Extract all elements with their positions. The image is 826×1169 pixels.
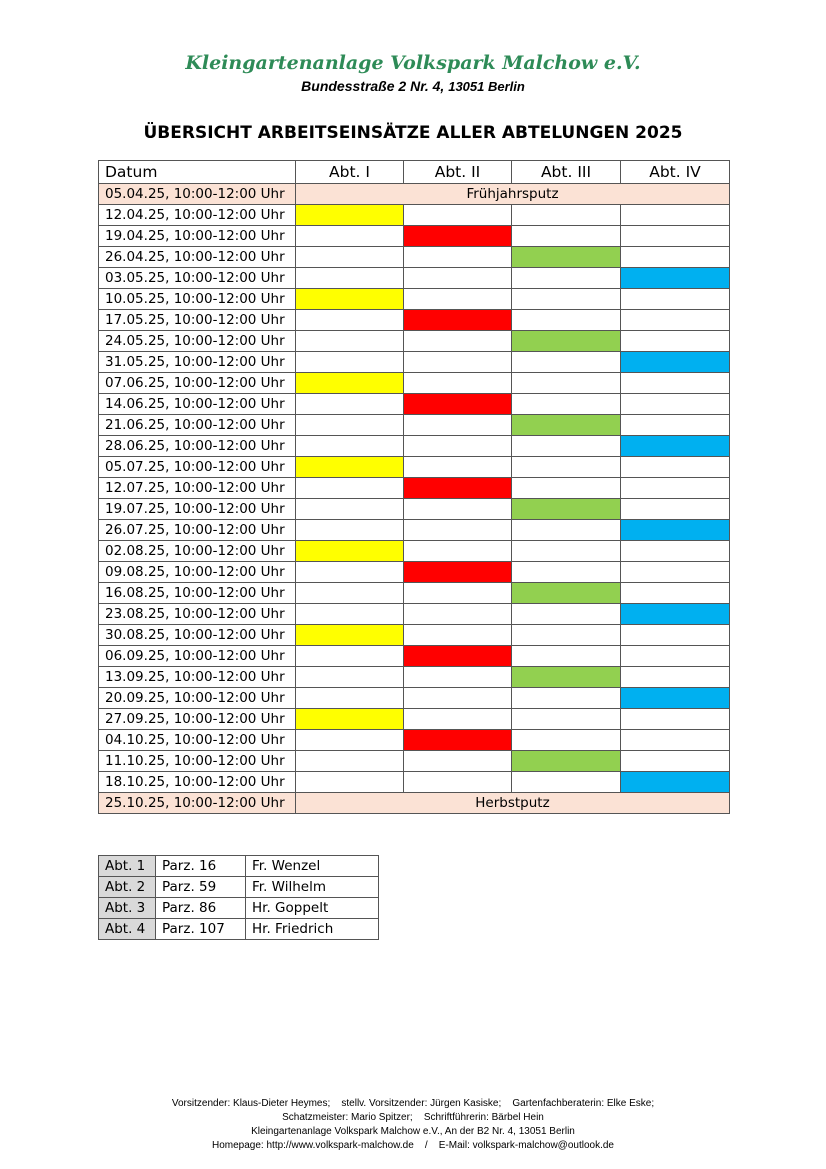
footer-line-1: Vorsitzender: Klaus-Dieter Heymes; stellv. Vorsitzender: Jürgen Kasiske; Gartenfachberaterin: Elke Eske; [171, 1098, 655, 1109]
assigned-abt-4-cell [621, 520, 730, 541]
schedule-body [99, 161, 730, 814]
empty-cell [621, 625, 730, 646]
assigned-abt-4-cell [621, 352, 730, 373]
empty-cell [404, 583, 512, 604]
table-row [99, 772, 730, 793]
assigned-abt-1-cell [296, 289, 404, 310]
assigned-abt-1-cell [296, 541, 404, 562]
assigned-abt-3-cell [512, 751, 621, 772]
empty-cell [404, 352, 512, 373]
event-label: Herbstputz [296, 793, 730, 814]
empty-cell [512, 268, 621, 289]
empty-cell [296, 331, 404, 352]
table-row [99, 226, 730, 247]
contact-name: Hr. Friedrich [246, 919, 379, 940]
empty-cell [512, 310, 621, 331]
table-row [99, 415, 730, 436]
empty-cell [512, 604, 621, 625]
empty-cell [296, 604, 404, 625]
date-cell: 10.05.25, 10:00-12:00 Uhr [99, 289, 296, 310]
assigned-abt-1-cell [296, 373, 404, 394]
empty-cell [296, 436, 404, 457]
table-row [99, 352, 730, 373]
empty-cell [621, 730, 730, 751]
empty-cell [404, 625, 512, 646]
empty-cell [296, 226, 404, 247]
empty-cell [404, 667, 512, 688]
date-cell: 11.10.25, 10:00-12:00 Uhr [99, 751, 296, 772]
event-row [99, 184, 730, 205]
table-row [99, 394, 730, 415]
empty-cell [512, 625, 621, 646]
assigned-abt-3-cell [512, 415, 621, 436]
assigned-abt-1-cell [296, 709, 404, 730]
empty-cell [404, 709, 512, 730]
date-cell: 26.07.25, 10:00-12:00 Uhr [99, 520, 296, 541]
address-street: Bundesstraße 2 Nr. 4, [301, 78, 445, 94]
table-row [99, 730, 730, 751]
date-cell: 26.04.25, 10:00-12:00 Uhr [99, 247, 296, 268]
table-row [99, 562, 730, 583]
date-cell: 17.05.25, 10:00-12:00 Uhr [99, 310, 296, 331]
table-row [99, 667, 730, 688]
col-header-abt-1: Abt. I [296, 161, 404, 184]
empty-cell [512, 289, 621, 310]
empty-cell [621, 247, 730, 268]
col-header-abt-4: Abt. IV [621, 161, 730, 184]
empty-cell [512, 646, 621, 667]
empty-cell [404, 331, 512, 352]
table-row [99, 604, 730, 625]
contact-abt: Abt. 3 [99, 898, 156, 919]
empty-cell [296, 247, 404, 268]
assigned-abt-3-cell [512, 247, 621, 268]
empty-cell [512, 394, 621, 415]
empty-cell [296, 562, 404, 583]
empty-cell [621, 541, 730, 562]
date-cell: 27.09.25, 10:00-12:00 Uhr [99, 709, 296, 730]
contacts-table [98, 855, 379, 940]
empty-cell [512, 436, 621, 457]
empty-cell [621, 499, 730, 520]
empty-cell [621, 562, 730, 583]
assigned-abt-3-cell [512, 583, 621, 604]
empty-cell [296, 310, 404, 331]
table-row [99, 709, 730, 730]
contact-row [99, 919, 379, 940]
contact-parz: Parz. 86 [156, 898, 246, 919]
empty-cell [296, 730, 404, 751]
col-header-abt-2: Abt. II [404, 161, 512, 184]
date-cell: 18.10.25, 10:00-12:00 Uhr [99, 772, 296, 793]
date-cell: 19.04.25, 10:00-12:00 Uhr [99, 226, 296, 247]
empty-cell [296, 520, 404, 541]
empty-cell [621, 289, 730, 310]
empty-cell [621, 646, 730, 667]
footer-line-3: Kleingartenanlage Volkspark Malchow e.V., An der B2 Nr. 4, 13051 Berlin [251, 1126, 575, 1137]
assigned-abt-3-cell [512, 331, 621, 352]
table-row [99, 583, 730, 604]
table-row [99, 205, 730, 226]
empty-cell [404, 751, 512, 772]
table-row [99, 688, 730, 709]
assigned-abt-2-cell [404, 478, 512, 499]
assigned-abt-1-cell [296, 457, 404, 478]
empty-cell [621, 709, 730, 730]
assigned-abt-2-cell [404, 730, 512, 751]
empty-cell [404, 289, 512, 310]
contacts-body [99, 856, 379, 940]
empty-cell [621, 331, 730, 352]
contact-row [99, 856, 379, 877]
col-header-datum: Datum [99, 161, 296, 184]
assigned-abt-2-cell [404, 562, 512, 583]
assigned-abt-4-cell [621, 688, 730, 709]
empty-cell [621, 373, 730, 394]
empty-cell [404, 520, 512, 541]
table-row [99, 499, 730, 520]
assigned-abt-2-cell [404, 646, 512, 667]
event-row [99, 793, 730, 814]
assigned-abt-4-cell [621, 436, 730, 457]
empty-cell [512, 373, 621, 394]
contact-parz: Parz. 59 [156, 877, 246, 898]
assigned-abt-3-cell [512, 667, 621, 688]
empty-cell [621, 457, 730, 478]
table-row [99, 646, 730, 667]
date-cell: 28.06.25, 10:00-12:00 Uhr [99, 436, 296, 457]
date-cell: 24.05.25, 10:00-12:00 Uhr [99, 331, 296, 352]
assigned-abt-2-cell [404, 394, 512, 415]
empty-cell [512, 352, 621, 373]
date-cell: 02.08.25, 10:00-12:00 Uhr [99, 541, 296, 562]
empty-cell [404, 499, 512, 520]
date-cell: 09.08.25, 10:00-12:00 Uhr [99, 562, 296, 583]
empty-cell [512, 226, 621, 247]
empty-cell [296, 667, 404, 688]
contact-name: Fr. Wenzel [246, 856, 379, 877]
empty-cell [296, 394, 404, 415]
date-cell: 25.10.25, 10:00-12:00 Uhr [99, 793, 296, 814]
date-cell: 12.04.25, 10:00-12:00 Uhr [99, 205, 296, 226]
date-cell: 04.10.25, 10:00-12:00 Uhr [99, 730, 296, 751]
address-city: 13051 Berlin [448, 79, 525, 94]
empty-cell [512, 541, 621, 562]
table-row [99, 625, 730, 646]
assigned-abt-1-cell [296, 205, 404, 226]
empty-cell [296, 499, 404, 520]
empty-cell [296, 268, 404, 289]
table-row [99, 751, 730, 772]
empty-cell [296, 646, 404, 667]
empty-cell [512, 772, 621, 793]
empty-cell [621, 415, 730, 436]
empty-cell [512, 520, 621, 541]
contact-row [99, 898, 379, 919]
assigned-abt-4-cell [621, 268, 730, 289]
schedule-table [98, 160, 730, 814]
event-label: Frühjahrsputz [296, 184, 730, 205]
footer [0, 1097, 826, 1153]
table-row [99, 373, 730, 394]
empty-cell [512, 709, 621, 730]
date-cell: 05.04.25, 10:00-12:00 Uhr [99, 184, 296, 205]
empty-cell [296, 688, 404, 709]
assigned-abt-4-cell [621, 604, 730, 625]
address [0, 78, 826, 94]
empty-cell [621, 394, 730, 415]
footer-line-4: Homepage: http://www.volkspark-malchow.de / E-Mail: volkspark-malchow@outlook.de [212, 1140, 614, 1151]
empty-cell [512, 562, 621, 583]
table-row [99, 520, 730, 541]
empty-cell [404, 688, 512, 709]
org-name: Kleingartenanlage Volkspark Malchow e.V. [185, 52, 641, 74]
empty-cell [621, 205, 730, 226]
empty-cell [404, 373, 512, 394]
empty-cell [621, 478, 730, 499]
date-cell: 20.09.25, 10:00-12:00 Uhr [99, 688, 296, 709]
empty-cell [621, 583, 730, 604]
empty-cell [621, 667, 730, 688]
empty-cell [621, 310, 730, 331]
contact-parz: Parz. 107 [156, 919, 246, 940]
table-row [99, 289, 730, 310]
contact-abt: Abt. 1 [99, 856, 156, 877]
empty-cell [404, 268, 512, 289]
empty-cell [512, 688, 621, 709]
empty-cell [621, 751, 730, 772]
date-cell: 14.06.25, 10:00-12:00 Uhr [99, 394, 296, 415]
contact-row [99, 877, 379, 898]
contact-parz: Parz. 16 [156, 856, 246, 877]
table-row [99, 436, 730, 457]
date-cell: 13.09.25, 10:00-12:00 Uhr [99, 667, 296, 688]
date-cell: 07.06.25, 10:00-12:00 Uhr [99, 373, 296, 394]
contact-name: Fr. Wilhelm [246, 877, 379, 898]
table-row [99, 457, 730, 478]
table-row [99, 541, 730, 562]
empty-cell [512, 478, 621, 499]
empty-cell [512, 205, 621, 226]
empty-cell [404, 415, 512, 436]
date-cell: 12.07.25, 10:00-12:00 Uhr [99, 478, 296, 499]
footer-line-2: Schatzmeister: Mario Spitzer; Schriftführerin: Bärbel Hein [282, 1112, 544, 1123]
empty-cell [404, 541, 512, 562]
table-row [99, 310, 730, 331]
assigned-abt-2-cell [404, 226, 512, 247]
contact-abt: Abt. 2 [99, 877, 156, 898]
table-row [99, 331, 730, 352]
date-cell: 23.08.25, 10:00-12:00 Uhr [99, 604, 296, 625]
empty-cell [404, 772, 512, 793]
assigned-abt-3-cell [512, 499, 621, 520]
empty-cell [512, 457, 621, 478]
assigned-abt-2-cell [404, 310, 512, 331]
schedule-header-row [99, 161, 730, 184]
empty-cell [404, 604, 512, 625]
table-row [99, 268, 730, 289]
empty-cell [404, 457, 512, 478]
empty-cell [296, 772, 404, 793]
page-title: ÜBERSICHT ARBEITSEINSÄTZE ALLER ABTELUNGEN 2025 [143, 123, 683, 143]
empty-cell [621, 226, 730, 247]
date-cell: 21.06.25, 10:00-12:00 Uhr [99, 415, 296, 436]
empty-cell [296, 751, 404, 772]
col-header-abt-3: Abt. III [512, 161, 621, 184]
date-cell: 31.05.25, 10:00-12:00 Uhr [99, 352, 296, 373]
table-row [99, 247, 730, 268]
table-row [99, 478, 730, 499]
date-cell: 19.07.25, 10:00-12:00 Uhr [99, 499, 296, 520]
contact-abt: Abt. 4 [99, 919, 156, 940]
empty-cell [512, 730, 621, 751]
empty-cell [296, 478, 404, 499]
date-cell: 06.09.25, 10:00-12:00 Uhr [99, 646, 296, 667]
assigned-abt-1-cell [296, 625, 404, 646]
date-cell: 03.05.25, 10:00-12:00 Uhr [99, 268, 296, 289]
empty-cell [404, 436, 512, 457]
empty-cell [296, 352, 404, 373]
contact-name: Hr. Goppelt [246, 898, 379, 919]
date-cell: 05.07.25, 10:00-12:00 Uhr [99, 457, 296, 478]
empty-cell [296, 415, 404, 436]
assigned-abt-4-cell [621, 772, 730, 793]
empty-cell [404, 205, 512, 226]
date-cell: 16.08.25, 10:00-12:00 Uhr [99, 583, 296, 604]
date-cell: 30.08.25, 10:00-12:00 Uhr [99, 625, 296, 646]
empty-cell [404, 247, 512, 268]
empty-cell [296, 583, 404, 604]
